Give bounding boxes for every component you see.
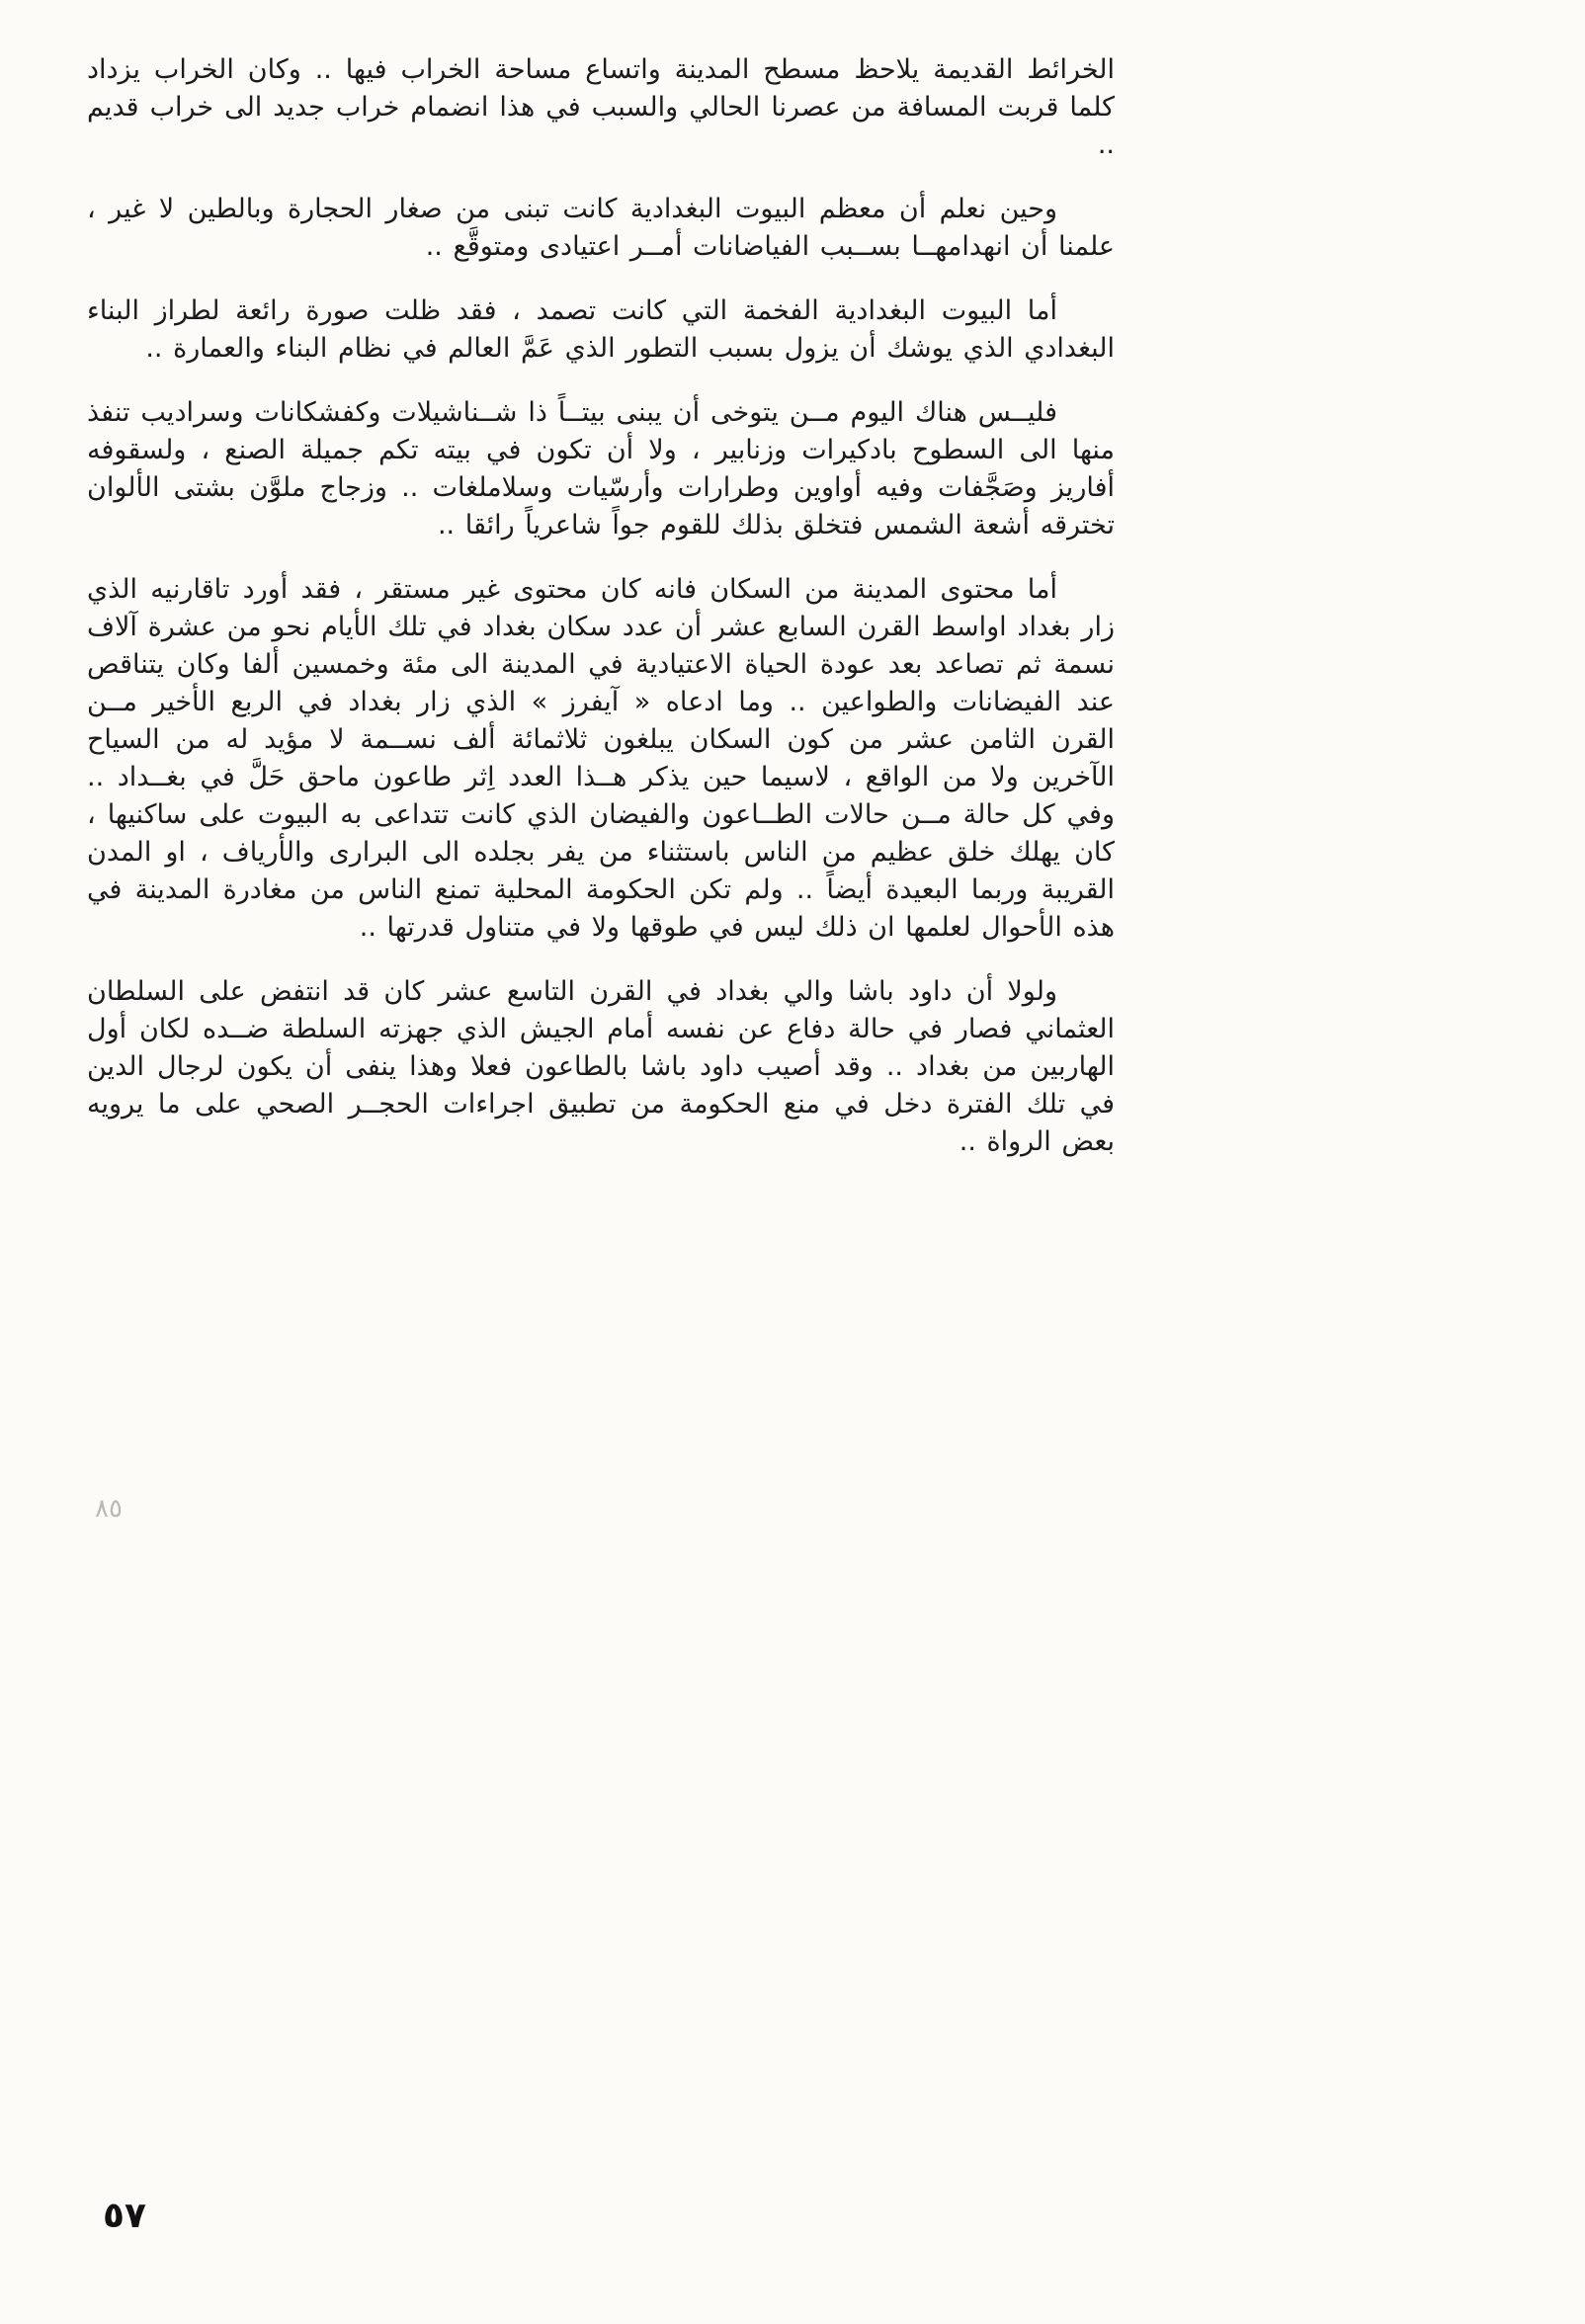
paragraph: ولولا أن داود باشا والي بغداد في القرن التاسع عشر كان قد انتفض على السلطان العثماني فصار في حالة دفاع عن نفسه أمام الجيش الذي جهزته السلطة ضــده لكان أول الهاربين من بغداد .. وقد أصيب داود باشا بالطاعون فعلا وهذا ينفى أن يكون لرجال الدين في تلك الفترة دخل في منع الحكومة من تطبيق اجراءات الحجــر الصحي على ما يرويه بعض الرواة .. [87, 976, 1115, 1157]
paragraph: أما البيوت البغدادية الفخمة التي كانت تصمد ، فقد ظلت صورة رائعة لطراز البناء البغدادي الذي يوشك أن يزول بسبب التطور الذي عَمَّ العالم في نظام البناء والعمارة .. [87, 295, 1115, 364]
paragraph: الخرائط القديمة يلاحظ مسطح المدينة واتساع مساحة الخراب فيها .. وكان الخراب يزداد كلما قربت المسافة من عصرنا الحالي والسبب في هذا انضمام خراب جديد الى خراب قديم .. [87, 54, 1115, 160]
page-number: ٥٧ [103, 2196, 146, 2236]
ink-bleed-through-mark: ٨٥ [95, 1494, 123, 1524]
paragraph: أما محتوى المدينة من السكان فانه كان محتوى غير مستقر ، فقد أورد تاقارنيه الذي زار بغداد اواسط القرن السابع عشر أن عدد سكان بغداد في تلك الأيام نحو من عشرة آلاف نسمة ثم تصاعد بعد عودة الحياة الاعتيادية في المدينة الى مئة وخمسين ألفا وكان يتناقص عند الفيضانات والطواعين .. وما ادعاه « آيفرز » الذي زار بغداد في الربع الأخير مــن القرن الثامن عشر من كون السكان يبلغون ثلاثمائة ألف نســمة لا مؤيد له من السياح الآخرين ولا من الواقع ، لاسيما حين يذكر هــذا العدد اِثر طاعون ماحق حَلَّ في بغــداد .. وفي كل حالة مــن حالات الطــاعون والفيضان الذي كانت تتداعى به البيوت على ساكنيها ، كان يهلك خلق عظيم من الناس باستثناء من يفر بجلده الى البرارى والأرياف ، او المدن القريبة وربما البعيدة أيضاً .. ولم تكن الحكومة المحلية تمنع الناس من مغادرة المدينة في هذه الأحوال لعلمها ان ذلك ليس في طوقها ولا في متناول قدرتها .. [87, 574, 1115, 943]
paragraph: فليــس هناك اليوم مــن يتوخى أن يبنى بيتــاً ذا شــناشيلات وكفشكانات وسراديب تنفذ منها الى السطوح بادكيرات وزنابير ، ولا أن تكون في بيته تكم جميلة الصنع ، ولسقوفه أفاريز وصَجَّفات وفيه أواوين وطرارات وأرسّيات وسلاملغات .. وزجاج ملوَّن بشتى الألوان تخترقه أشعة الشمس فتخلق بذلك للقوم جواً شاعرياً رائقا .. [87, 397, 1115, 540]
body-text [87, 51, 1115, 1188]
paragraph: وحين نعلم أن معظم البيوت البغدادية كانت تبنى من صغار الحجارة وبالطين لا غير ، علمنا أن انهدامهــا بســبب الفياضانات أمــر اعتيادى ومتوقَّع .. [87, 194, 1115, 262]
